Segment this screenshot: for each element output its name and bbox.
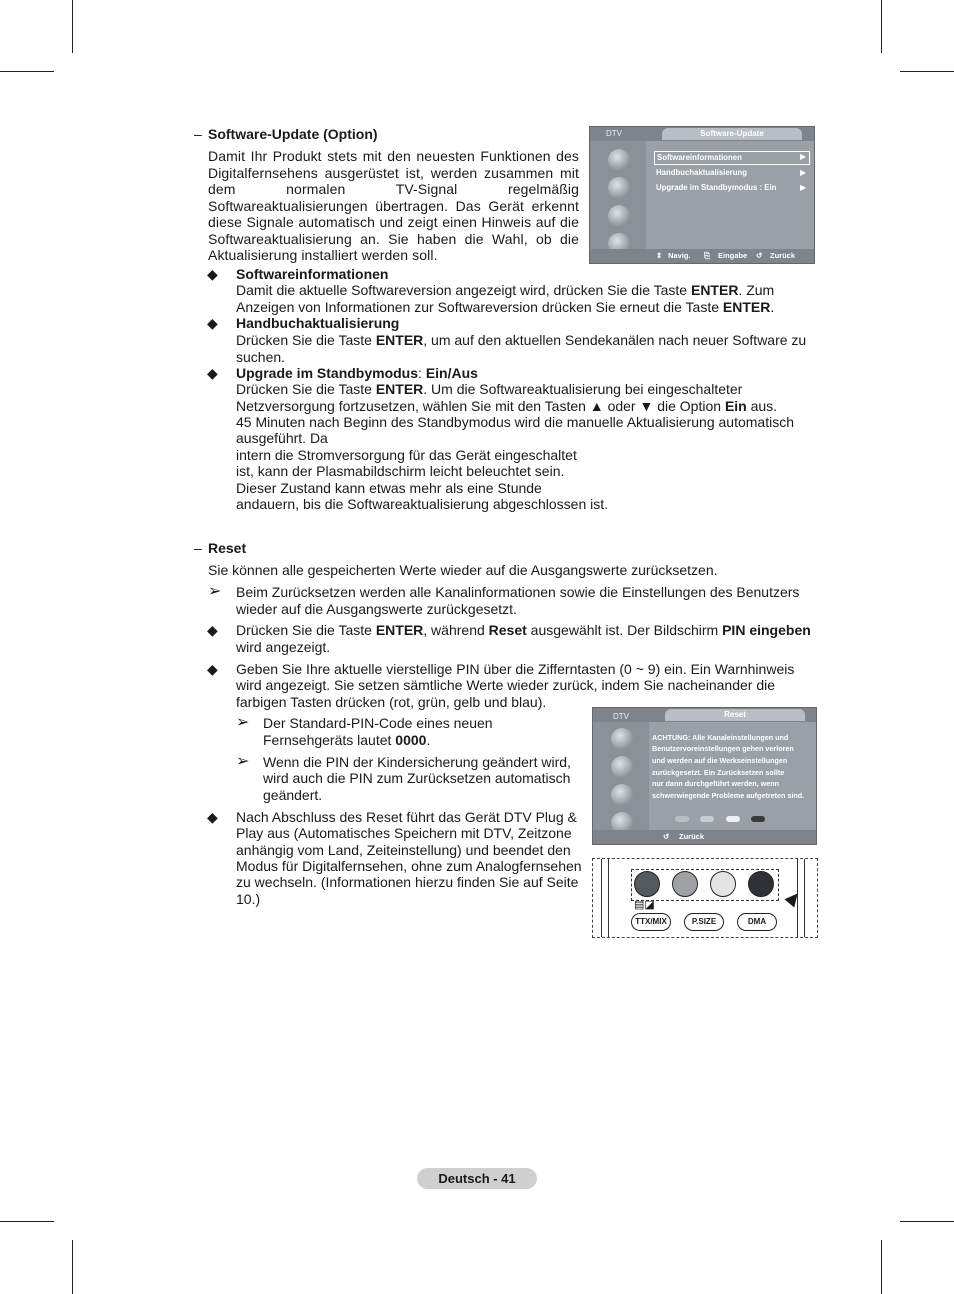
green-key-indicator	[700, 816, 714, 822]
bullet-line: Nach Abschluss des Reset führt das Gerät DTV Plug &	[236, 809, 577, 825]
bullet-line: Modus für Digitalfernsehen, ohne zum Analogfernsehen	[236, 858, 582, 874]
back-label: Zurück	[770, 251, 796, 260]
bullet-text: wird angezeigt.	[236, 639, 331, 655]
warning-line: und werden auf die Werkseinstellungen	[652, 756, 788, 765]
warning-line: ACHTUNG: Alle Kanaleinstellungen und	[652, 733, 789, 742]
item-line: intern die Stromversorgung für das Gerät eingeschaltet	[236, 447, 577, 463]
bullet-line: Play aus (Automatisches Speichern mit DTV, Zeitzone	[236, 825, 572, 841]
ttx-mix-button[interactable]: TTX/MIX	[631, 913, 671, 931]
bullet-line: anhängig vom Land, Zeiteinstellung) und beendet den	[236, 842, 571, 858]
bullet-line: 10.)	[236, 891, 261, 907]
item-head: Handbuchaktualisierung	[236, 315, 400, 331]
dma-button[interactable]: DMA	[737, 913, 777, 931]
sub-note-line: Der Standard-PIN-Code eines neuen	[263, 715, 493, 731]
menu-tab: Software-Update	[662, 128, 802, 140]
menu-sidebar	[590, 141, 646, 249]
bullet-line: wird angezeigt. Sie setzen sämtliche Werte wieder zurück, indem Sie nacheinander die	[236, 677, 776, 693]
return-icon: ↺	[663, 832, 670, 841]
item-head-value: Ein/Aus	[425, 365, 478, 381]
section-title: Software-Update (Option)	[208, 126, 378, 142]
sub-note-line: Wenn die PIN der Kindersicherung geändert wird,	[263, 754, 571, 770]
diamond-bullet-icon: ◆	[207, 661, 218, 677]
yellow-key-indicator	[726, 816, 740, 822]
p-size-button[interactable]: P.SIZE	[684, 913, 724, 931]
blue-key-indicator	[751, 816, 765, 822]
tv-reset-screen	[592, 707, 817, 845]
text-part: , während	[423, 622, 489, 638]
enter-icon: ⎘	[704, 251, 710, 260]
diamond-bullet-icon: ◆	[207, 365, 218, 381]
diamond-bullet-icon: ◆	[207, 809, 218, 825]
item-line: ausgeführt. Da	[236, 430, 328, 446]
text-part: ENTER	[375, 622, 424, 638]
item-line: 45 Minuten nach Beginn des Standbymodus wird die manuelle Aktualisierung automatisch	[236, 414, 795, 430]
section-title: Reset	[208, 540, 247, 556]
warning-line: nur dann durchgeführt werden, wenn	[652, 779, 779, 788]
crop-mark	[72, 1240, 73, 1294]
arrow-right-icon: ▶	[800, 183, 807, 192]
setup-icon	[608, 205, 630, 227]
warning-line: schwerwiegende Probleme aufgetreten sind.	[652, 791, 805, 800]
item-text: Drücken Sie die Taste ENTER, um auf den aktuellen Sendekanälen nach neuer Software zu suchen.	[236, 332, 807, 365]
note-text: Beim Zurücksetzen werden alle Kanalinformationen sowie die Einstellungen des Benutzers wieder auf die Ausgangswerte zurückgesetzt.	[236, 584, 800, 617]
diamond-bullet-icon: ◆	[207, 266, 218, 282]
blue-button[interactable]	[748, 871, 774, 897]
crop-mark	[0, 71, 54, 72]
text-part: .	[426, 732, 431, 748]
item-head-label: Upgrade im Standbymodus	[236, 365, 419, 381]
bullet-text	[236, 622, 826, 639]
return-icon: ↺	[756, 251, 763, 260]
bullet-line: farbigen Tasten drücken (rot, grün, gelb und blau).	[236, 694, 547, 710]
dash-marker: –	[194, 126, 202, 142]
remote-control-illustration	[592, 858, 818, 938]
sub-note-line: wird auch die PIN zum Zurücksetzen automatisch	[263, 770, 571, 786]
green-button[interactable]	[672, 871, 698, 897]
section-intro: Damit Ihr Produkt stets mit den neuesten Funktionen des Digitalfernsehens ausgerüstet ist, werden zusammen mit dem normalen TV-Signal regelmäßig Softwareaktualisierungen übertragen. Das Gerät erkennt diese Signale automatisch und zeigt einen Hinweis auf die Softwareaktualisierung an. Sie haben die Wahl, ob die Aktualisierung installiert werden soll.	[208, 148, 579, 263]
item-head	[236, 365, 478, 382]
note-arrow-icon: ➢	[208, 583, 222, 600]
section-intro: Sie können alle gespeicherten Werte wieder auf die Ausgangswerte zurücksetzen.	[208, 562, 718, 578]
item-text: Damit die aktuelle Softwareversion angezeigt wird, drücken Sie die Taste ENTER. Zum Anzeigen von Informationen zur Softwareversion drücken Sie erneut die Taste ENTER.	[236, 282, 775, 315]
menu-tab: Reset	[665, 709, 805, 721]
bullet-line: Geben Sie Ihre aktuelle vierstellige PIN über die Zifferntasten (0 ~ 9) ein. Ein Warnhinweis	[236, 661, 795, 677]
diamond-bullet-icon: ◆	[207, 315, 218, 331]
dash-marker: –	[194, 540, 202, 556]
item-line: andauern, bis die Softwareaktualisierung abgeschlossen ist.	[236, 496, 609, 512]
crop-mark	[900, 71, 954, 72]
setup-icon	[611, 784, 633, 806]
screen-footer	[593, 830, 816, 844]
note-arrow-icon: ➢	[236, 753, 250, 770]
enter-label: Eingabe	[718, 251, 748, 260]
item-head-sep: :	[418, 365, 426, 381]
text-part: ausgewählt ist. Der Bildschirm	[526, 622, 723, 638]
menu-sidebar	[593, 722, 649, 830]
menu-item-handbuchaktualisierung[interactable]: Handbuchaktualisierung	[656, 168, 747, 177]
item-line: Netzversorgung fortzusetzen, wählen Sie mit den Tasten ▲ oder ▼ die Option Ein aus.	[236, 398, 778, 414]
menu-item-upgrade-standby[interactable]: Upgrade im Standbymodus : Ein	[656, 183, 777, 192]
crop-mark	[72, 0, 73, 53]
remote-edge-left	[601, 859, 609, 937]
crop-mark	[881, 1240, 882, 1294]
item-line: Drücken Sie die Taste ENTER. Um die Softwareaktualisierung bei eingeschalteter	[236, 381, 743, 397]
text-part: Fernsehgeräts lautet	[263, 732, 396, 748]
picture-icon	[611, 728, 633, 750]
teletext-icon: ▤◪	[634, 899, 655, 911]
text-part: Reset	[488, 622, 527, 638]
tv-menu-screen	[589, 126, 815, 264]
sound-icon	[608, 177, 630, 199]
text-part: Drücken Sie die Taste	[236, 622, 376, 638]
pointer-arrow-icon: ▲	[777, 881, 811, 915]
dtv-label: DTV	[613, 712, 629, 721]
nav-updown-icon: ⇕	[656, 251, 663, 260]
warning-line: zurückgesetzt. Ein Zurücksetzen sollte	[652, 768, 785, 777]
item-head: Softwareinformationen	[236, 266, 389, 282]
bullet-line: zu wechseln. (Informationen hierzu finden Sie auf Seite	[236, 874, 579, 890]
menu-item-softwareinformationen[interactable]: Softwareinformationen	[654, 151, 810, 165]
crop-mark	[881, 0, 882, 53]
crop-mark	[900, 1221, 954, 1222]
diamond-bullet-icon: ◆	[207, 622, 218, 638]
arrow-right-icon: ▶	[800, 152, 807, 161]
text-part: 0000	[395, 732, 427, 748]
arrow-right-icon: ▶	[800, 168, 807, 177]
sub-note-line: geändert.	[263, 787, 323, 803]
item-line: Dieser Zustand kann etwas mehr als eine Stunde	[236, 480, 542, 496]
warning-line: Benutzervoreinstellungen gehen verloren	[652, 744, 794, 753]
text-part: PIN eingeben	[722, 622, 811, 638]
red-key-indicator	[675, 816, 689, 822]
sound-icon	[611, 756, 633, 778]
crop-mark	[0, 1221, 54, 1222]
item-line: ist, kann der Plasmabildschirm leicht beleuchtet sein.	[236, 463, 565, 479]
screen-footer	[590, 249, 814, 263]
dtv-label: DTV	[606, 129, 622, 138]
note-arrow-icon: ➢	[236, 714, 250, 731]
red-button[interactable]	[634, 871, 660, 897]
picture-icon	[608, 149, 630, 171]
page-number-badge: Deutsch - 41	[417, 1168, 537, 1189]
yellow-button[interactable]	[710, 871, 736, 897]
back-label: Zurück	[679, 832, 705, 841]
sub-note-line	[263, 732, 430, 749]
nav-label: Navig.	[668, 251, 691, 260]
